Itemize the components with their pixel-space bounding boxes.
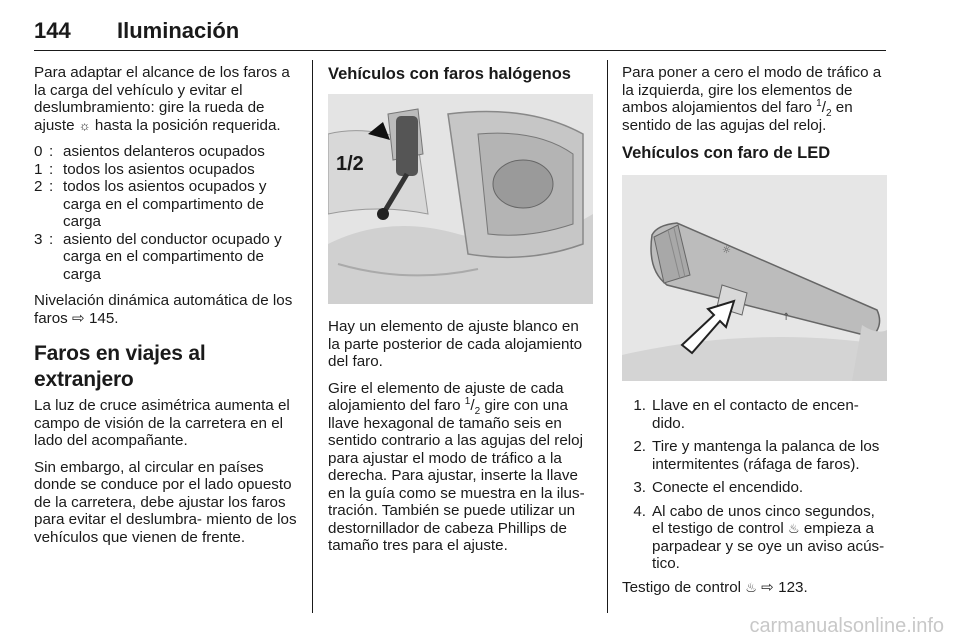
intro-paragraph: Para adaptar el alcance de los faros a la carga del vehículo y evitar el deslumbramiento: gire la rueda de ajuste ☼ hasta la posición requerida. (34, 64, 290, 134)
led-lever-figure (622, 175, 887, 381)
svg-text:↑: ↑ (782, 312, 791, 323)
running-title: Iluminación (117, 18, 240, 43)
svg-text:☼: ☼ (722, 245, 731, 256)
halogen-paragraph-2: Gire el elemento de ajuste de cada alojamiento del faro $^1/_2$ gire con una llave hexagonal de tamaño seis en sentido contrario a las agujas del reloj para ajustar el modo de tráfico a la derecha. Para ajustar, inserte la llave en la guía como se muestra en la ilus- tración. También se puede utilizar un destornillador de cabeza Phillips de tamaño tres para el ajuste. (328, 379, 585, 554)
load-level-item: 1 : todos los asientos ocupados (34, 160, 255, 178)
led-steps-list (622, 397, 887, 573)
column-divider (607, 60, 608, 613)
list-item: 2. Tire y mantenga la palanca de los intermitentes (ráfaga de faros). (633, 438, 880, 473)
page-ref-arrow-icon: ⇨ (761, 578, 774, 596)
load-level-item: 0 : asientos delanteros ocupados (34, 143, 265, 160)
halogen-headlight-illustration (328, 94, 593, 304)
column-right (622, 64, 887, 605)
control-lamp-reference: Testigo de control ♨ ⇨ 123. (622, 578, 808, 596)
halogen-paragraph-1: Hay un elemento de ajuste blanco en la parte posterior de cada alojamiento del faro. (328, 318, 583, 370)
reset-paragraph: Para poner a cero el modo de tráfico a la izquierda, gire los elementos de ambos alojamientos del faro $^1/_2$ en sentido de las agujas del reloj. (622, 64, 882, 134)
column-middle (328, 64, 593, 564)
column-left (34, 64, 300, 555)
abroad-paragraph-2: Sin embargo, al circular en países donde se conduce por el lado opuesto de la carretera, debe ajustar los faros para evitar el deslumbra- miento de los vehículos que vienen de frente. (34, 458, 297, 546)
warning-lamp-icon: ♨ (787, 521, 800, 536)
headlight-range-icon: ☼ (78, 117, 91, 133)
turn-signal-lever-illustration (622, 175, 887, 381)
watermark-text: carmanualsonline.info (749, 615, 944, 637)
page-ref-arrow-icon: ⇨ (71, 309, 85, 327)
section-heading-halogen: Vehículos con faros halógenos (328, 65, 571, 83)
warning-lamp-icon: ♨ (745, 579, 757, 595)
abroad-paragraph-1: La luz de cruce asimétrica aumenta el campo de visión de la carretera en el lado del acompañante. (34, 397, 290, 449)
figure-label-half: 1/2 (336, 153, 364, 175)
load-level-item: 3 : asiento del conductor ocupado y carga en el compartimento de carga (34, 230, 282, 283)
column-divider (312, 60, 313, 613)
list-item: 3. Conecte el encendido. (633, 479, 804, 496)
section-heading-led: Vehículos con faro de LED (622, 144, 831, 162)
page-number: 144 (34, 18, 71, 43)
list-item: 1. Llave en el contacto de encen- dido. (633, 397, 859, 432)
page-ref-link[interactable]: 145. (88, 309, 119, 327)
page-header (34, 18, 886, 51)
load-level-item: 2 : todos los asientos ocupados y carga en el compartimento de carga (34, 178, 267, 230)
halogen-headlight-figure (328, 94, 593, 304)
section-heading-abroad: Faros en viajes al extranjero (34, 342, 206, 391)
list-item: 4. Al cabo de unos cinco segundos, el testigo de control ♨ empieza a parpadear y se oye un aviso acús- tico. (633, 502, 885, 572)
load-level-list (34, 143, 300, 283)
dynamic-leveling-paragraph: Nivelación dinámica automática de los faros ⇨ 145. (34, 292, 293, 327)
page-ref-link[interactable]: 123. (778, 578, 808, 596)
